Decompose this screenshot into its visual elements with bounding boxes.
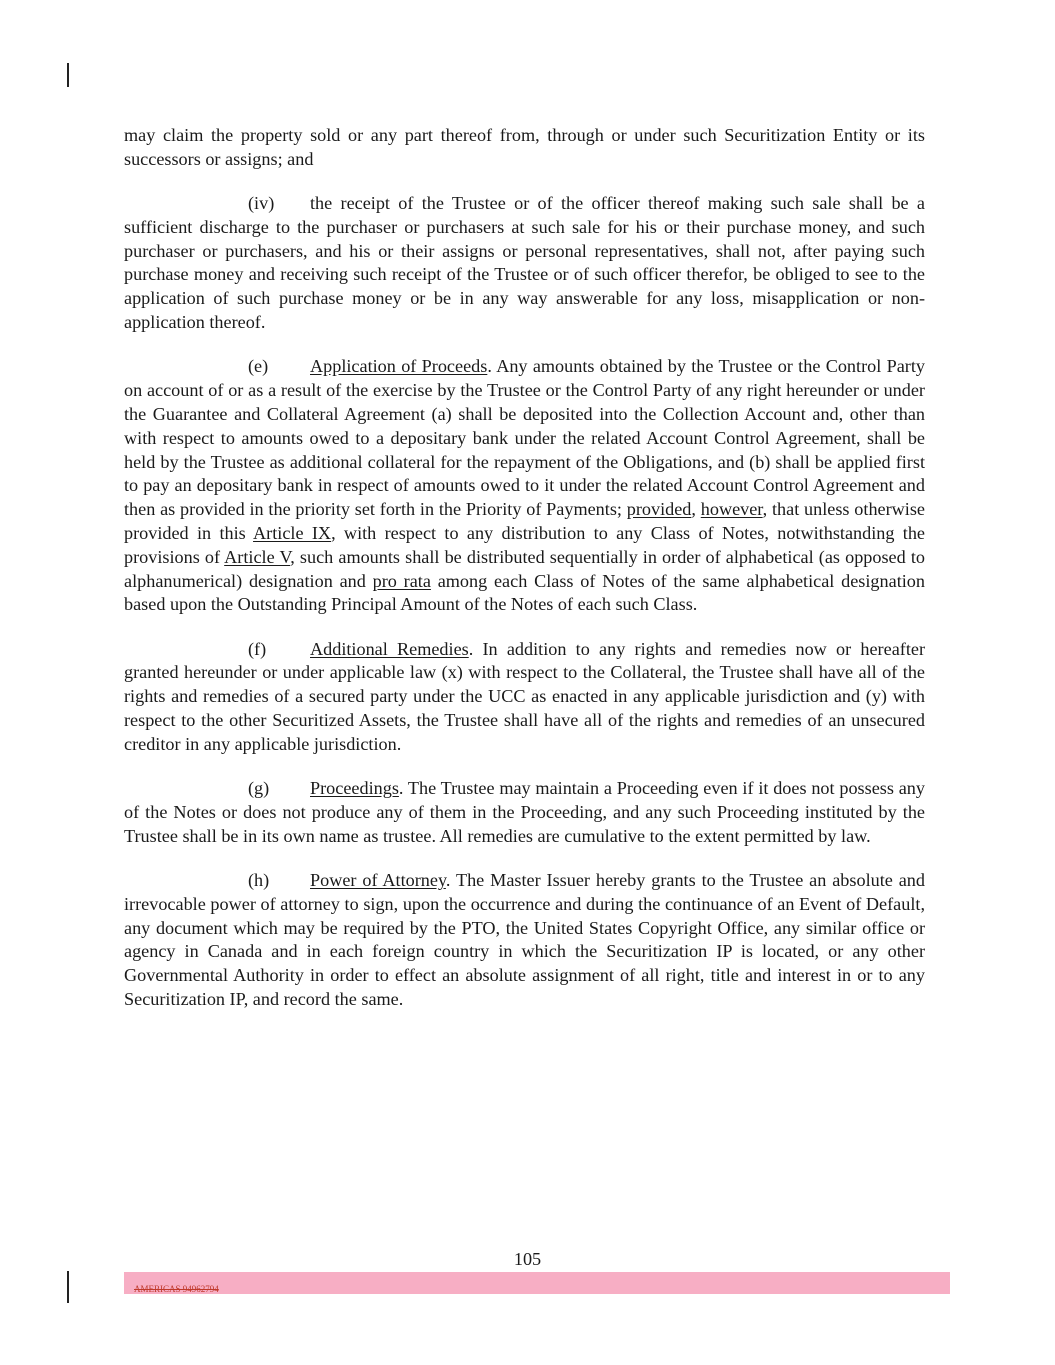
- clause-number: (iv): [248, 193, 275, 214]
- change-bar-bottom: [67, 1271, 69, 1303]
- paragraph-e: [124, 355, 925, 617]
- paragraph-text: among each Class of Notes of the same alphabetical designation based upon the Outstanding Principal Amount of the Notes of each such Class.: [124, 570, 925, 615]
- defined-term: provided: [626, 499, 692, 520]
- paragraph-text: , that unless otherwise provided in this: [124, 499, 926, 543]
- paragraph-iv: [124, 192, 925, 335]
- clause-number: (g): [248, 778, 270, 799]
- paragraph-text: ,: [691, 499, 701, 520]
- clause-number: (f): [248, 638, 267, 659]
- paragraph-text: may claim the property sold or any part thereof from, through or under such Securitization Entity or its successors or assigns; and: [124, 125, 925, 169]
- paragraph-text: , with respect to any distribution to any Class of Notes, notwithstanding the provisions of: [124, 522, 925, 567]
- document-id: AMERICAS 94962794: [134, 1284, 219, 1294]
- section-heading: Additional Remedies: [310, 638, 469, 659]
- footer-band: [124, 1272, 950, 1294]
- section-heading: Power of Attorney: [310, 870, 446, 891]
- section-heading: Application of Proceeds: [310, 356, 488, 377]
- paragraph-f: [124, 638, 925, 757]
- paragraph-text: , such amounts shall be distributed sequentially in order of alphabetical (as opposed to alphanumerical) designation and: [124, 546, 925, 591]
- clause-number: (e): [248, 356, 269, 377]
- paragraph-text: . The Master Issuer hereby grants to the Trustee an absolute and irrevocable power of attorney to sign, upon the occurrence and during the continuance of an Event of Default, any document which may be required by the PTO, the United States Copyright Office, any similar office or agency in Canada and in each foreign country in which the Securitization IP is located, or any other Governmental Authority in order to effect an absolute assignment of all right, title and interest in or to any Securitization IP, and record the same.: [124, 870, 925, 1009]
- defined-term: pro rata: [372, 570, 431, 591]
- page-number: 105: [513, 1249, 542, 1269]
- article-reference: Article IX: [253, 522, 332, 543]
- section-heading: Proceedings: [310, 778, 399, 799]
- paragraph-text: . The Trustee may maintain a Proceeding even if it does not possess any of the Notes or does not produce any of them in the Proceeding, and any such Proceeding instituted by the Trustee shall be in its own name as trustee. All remedies are cumulative to the extent permitted by law.: [124, 778, 925, 846]
- clause-number: (h): [248, 870, 270, 891]
- paragraph-h: [124, 869, 925, 1012]
- paragraph-text: the receipt of the Trustee or of the officer thereof making such sale shall be a sufficient discharge to the purchaser or purchasers at such sale for his or their purchase money, and such purchaser or purchasers, and his or their assigns or personal representatives, shall not, after paying such purchase money and receiving such receipt of the Trustee or of such officer therefor, be obliged to see to the application of such purchase money or be in any way answerable for any loss, misapplication or non-application thereof.: [124, 193, 925, 333]
- paragraph-g: [124, 777, 925, 848]
- article-reference: Article V: [224, 546, 291, 567]
- change-bar-top: [67, 63, 69, 87]
- defined-term: however: [700, 499, 763, 520]
- paragraph-continuation: [124, 124, 925, 172]
- document-body: [124, 124, 925, 1032]
- paragraph-text: . Any amounts obtained by the Trustee or the Control Party on account of or as a result of the exercise by the Trustee or the Control Party of any right hereunder or under the Guarantee and Collateral Agreement (a) shall be deposited into the Collection Account and, other than with respect to amounts owed to a depositary bank under the related Account Control Agreement, shall be held by the Trustee as additional collateral for the repayment of the Obligations, and (b) shall be applied first to pay an depositary bank in respect of amounts owed to it under the related Account Control Agreement and then as provided in the priority set forth in the Priority of Payments;: [124, 356, 926, 520]
- paragraph-text: . In addition to any rights and remedies now or hereafter granted hereunder or under applicable law (x) with respect to the Collateral, the Trustee shall have all of the rights and remedies of a secured party under the UCC as enacted in any applicable jurisdiction and (y) with respect to the other Securitized Assets, the Trustee shall have all of the rights and remedies of an unsecured creditor in any applicable jurisdiction.: [124, 638, 926, 754]
